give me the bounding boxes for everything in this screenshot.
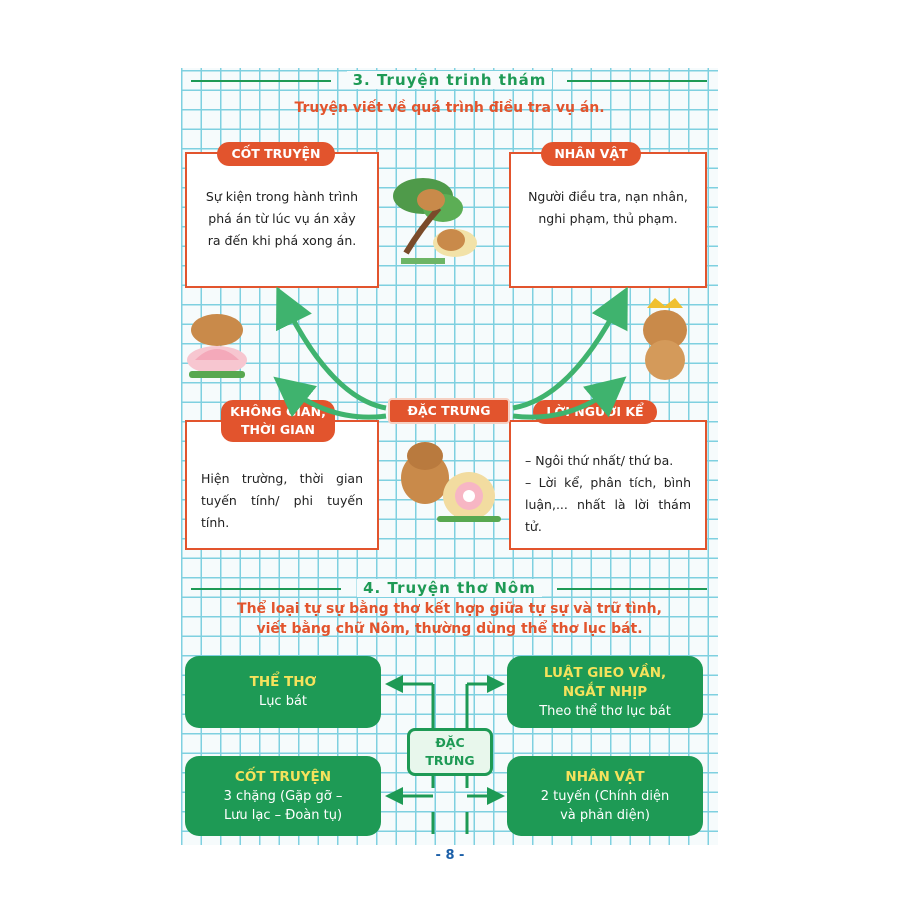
poem-plot-label: CỐT TRUYỆN — [234, 768, 332, 785]
plot-label: CỐT TRUYỆN — [217, 142, 335, 166]
plot-text: Sự kiện trong hành trình phá án từ lúc vụ án xảy ra đến khi phá xong án. — [205, 189, 359, 248]
rhyme-label-line-2: NGẮT NHỊP — [562, 683, 648, 700]
poem-characters-line-2: và phản diện) — [560, 807, 650, 823]
section-4-center-line-2: TRƯNG — [425, 753, 475, 768]
characters-label: NHÂN VẬT — [541, 142, 641, 166]
poem-characters-label: NHÂN VẬT — [565, 768, 645, 785]
spacetime-label: KHÔNG GIAN, THỜI GIAN — [221, 400, 335, 442]
characters-text: Người điều tra, nạn nhân, nghi phạm, thủ phạm. — [528, 189, 688, 226]
section-4-subtitle-line-2: viết bằng chữ Nôm, thường dùng thể thơ lục bát. — [256, 621, 643, 637]
narration-line-1: – Ngôi thứ nhất/ thứ ba. — [525, 453, 674, 468]
section-4-title: 4. Truyện thơ Nôm — [181, 579, 718, 597]
rhyme-label-line-1: LUẬT GIEO VẦN, — [543, 664, 667, 681]
verse-form-label: THỂ THƠ — [249, 674, 317, 690]
narration-line-2: – Lời kể, phân tích, bình luận,... nhất là lời thám tử. — [525, 475, 691, 534]
section-4-center-label — [407, 728, 493, 776]
section-4-subtitle-line-1: Thể loại tự sự bằng thơ kết hợp giữa tự sự và trữ tình, — [237, 601, 662, 617]
poem-characters-line-1: 2 tuyến (Chính diện — [540, 788, 670, 804]
worksheet-page — [181, 68, 718, 845]
section-3-title: 3. Truyện trinh thám — [181, 71, 718, 89]
rhyme-text: Theo thể thơ lục bát — [539, 703, 671, 719]
section-4-center-line-1: ĐẶC — [435, 735, 465, 750]
poem-plot-line-1: 3 chặng (Gặp gỡ – — [223, 788, 343, 804]
narration-label: LỜI NGƯỜI KỂ — [533, 400, 657, 424]
spacetime-text: Hiện trường, thời gian tuyến tính/ phi tuyến tính. — [201, 471, 363, 530]
poem-plot-line-2: Lưu lạc – Đoàn tụ) — [223, 807, 343, 823]
page-number: - 8 - — [435, 848, 465, 863]
section-3-center-label: ĐẶC TRƯNG — [388, 398, 510, 424]
section-3-subtitle: Truyện viết về quá trình điều tra vụ án. — [294, 100, 605, 116]
verse-form-text: Lục bát — [258, 694, 308, 709]
